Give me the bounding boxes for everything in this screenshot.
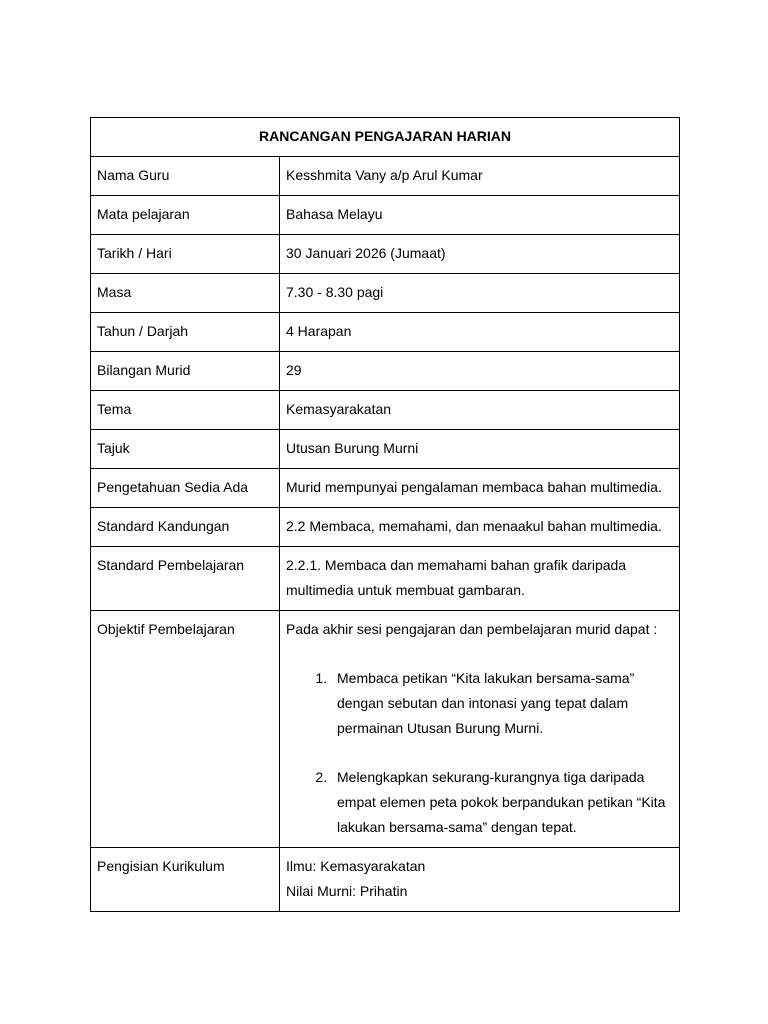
lesson-plan-table	[90, 117, 680, 912]
objective-list	[286, 666, 673, 840]
objective-item: 1. Membaca petikan “Kita lakukan bersama-sama” dengan sebutan dan intonasi yang tepat dalam permainan Utusan Burung Murni.	[331, 666, 673, 741]
row-label: Masa	[91, 274, 280, 313]
row-label: Tarikh / Hari	[91, 235, 280, 274]
row-label: Mata pelajaran	[91, 196, 280, 235]
document-title: RANCANGAN PENGAJARAN HARIAN	[91, 118, 680, 157]
table-row	[91, 352, 680, 391]
row-value: Kesshmita Vany a/p Arul Kumar	[280, 157, 680, 196]
table-row	[91, 547, 680, 611]
row-label: Nama Guru	[91, 157, 280, 196]
table-row	[91, 274, 680, 313]
row-value: Utusan Burung Murni	[280, 430, 680, 469]
row-value: 7.30 - 8.30 pagi	[280, 274, 680, 313]
row-value: Murid mempunyai pengalaman membaca bahan multimedia.	[280, 469, 680, 508]
row-value: 30 Januari 2026 (Jumaat)	[280, 235, 680, 274]
row-label: Standard Kandungan	[91, 508, 280, 547]
curriculum-line: Ilmu: Kemasyarakatan	[286, 858, 426, 874]
objective-row	[91, 611, 680, 848]
row-value: Bahasa Melayu	[280, 196, 680, 235]
objective-item: 2. Melengkapkan sekurang-kurangnya tiga daripada empat elemen peta pokok berpandukan petikan “Kita lakukan bersama-sama” dengan tepat.	[331, 765, 673, 840]
row-value: 2.2.1. Membaca dan memahami bahan grafik daripada multimedia untuk membuat gambaran.	[280, 547, 680, 611]
row-label: Standard Pembelajaran	[91, 547, 280, 611]
table-row	[91, 157, 680, 196]
table-row	[91, 313, 680, 352]
curriculum-line: Nilai Murni: Prihatin	[286, 883, 408, 899]
table-row	[91, 235, 680, 274]
objective-label: Objektif Pembelajaran	[91, 611, 280, 848]
objective-value	[280, 611, 680, 848]
table-row	[91, 430, 680, 469]
row-label: Tema	[91, 391, 280, 430]
title-row	[91, 118, 680, 157]
curriculum-row	[91, 848, 680, 912]
curriculum-value	[280, 848, 680, 912]
row-value: Kemasyarakatan	[280, 391, 680, 430]
objective-intro: Pada akhir sesi pengajaran dan pembelajaran murid dapat :	[286, 621, 658, 637]
table-row	[91, 469, 680, 508]
curriculum-label: Pengisian Kurikulum	[91, 848, 280, 912]
row-label: Bilangan Murid	[91, 352, 280, 391]
row-value: 2.2 Membaca, memahami, dan menaakul bahan multimedia.	[280, 508, 680, 547]
row-label: Tahun / Darjah	[91, 313, 280, 352]
row-value: 29	[280, 352, 680, 391]
row-value: 4 Harapan	[280, 313, 680, 352]
table-row	[91, 508, 680, 547]
table-row	[91, 196, 680, 235]
table-row	[91, 391, 680, 430]
row-label: Tajuk	[91, 430, 280, 469]
row-label: Pengetahuan Sedia Ada	[91, 469, 280, 508]
